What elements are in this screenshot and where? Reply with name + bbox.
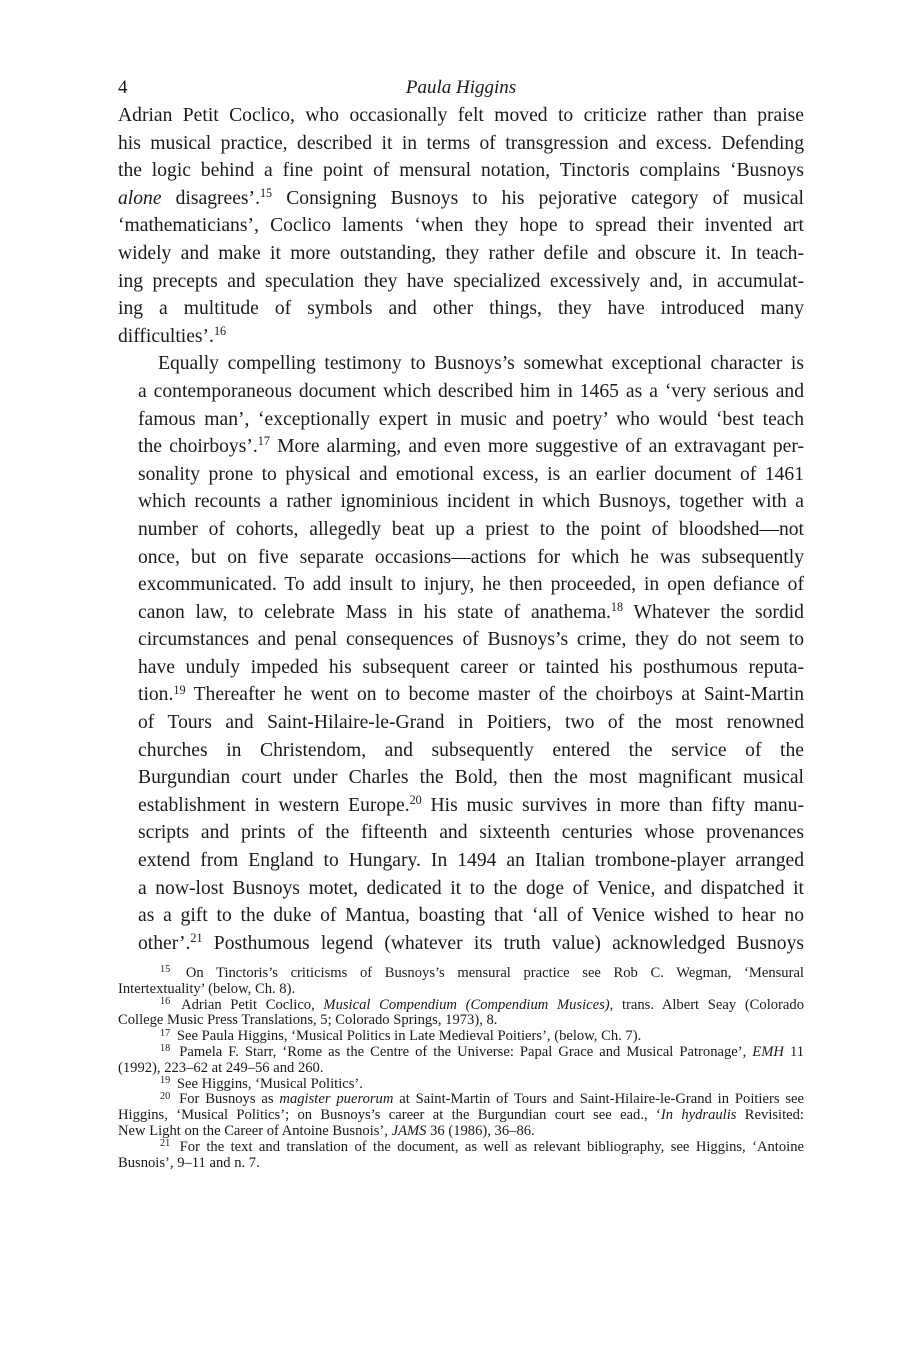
text-line: canon law, to celebrate Mass in his state of anathema.$^{18}$ Whatever the sordid [138, 600, 804, 623]
text-line: ing a multitude of symbols and other things, they have introduced many [118, 298, 804, 320]
running-head-author: Paula Higgins [405, 77, 517, 98]
footnote-ref-16[interactable]: 16 [213, 324, 227, 339]
text-line: the logic behind a fine point of mensural notation, Tinctoris complains ‘Busnoys [118, 160, 804, 182]
body-text [118, 102, 804, 957]
footnote-ref-20[interactable]: 20 [409, 793, 422, 808]
footnote-number: 19 [160, 1074, 171, 1086]
footnote-18: $^{18}$ Pamela F. Starr, ‘Rome as the Centre of the Universe: Papal Grace and Musical Patronage’, EMH 11 (1992), 223–62 at 249–56 and 260. [118, 1043, 804, 1076]
footnote-number: 18 [160, 1043, 171, 1055]
paragraph-1 [118, 102, 804, 350]
text-line: alone disagrees’.$^{15}$ Consigning Busnoys to his pejorative category of musical [118, 186, 804, 209]
text-line: sonality prone to physical and emotional excess, is an earlier document of 1461 [138, 463, 804, 485]
footnote-17: $^{17}$ See Paula Higgins, ‘Musical Politics in Late Medieval Poitiers’, (below, Ch. 7). [160, 1027, 642, 1045]
footnote-number: 16 [160, 996, 171, 1007]
text-line: Equally compelling testimony to Busnoys’s somewhat exceptional character is [158, 353, 804, 375]
text-line: have unduly impeded his subsequent career or tainted his posthumous reputa- [138, 656, 804, 678]
text-line: widely and make it more outstanding, they rather defile and obscure it. In teach- [118, 242, 804, 264]
text-line: his musical practice, described it in terms of transgression and excess. Defending [118, 132, 804, 154]
footnote-16: $^{16}$ Adrian Petit Coclico, Musical Compendium (Compendium Musices), trans. Albert Seay (Colorado College Music Press Translations, 5; Colorado Springs, 1973), 8. [118, 996, 804, 1029]
footnote-ref-15[interactable]: 15 [259, 186, 273, 201]
text-line: circumstances and penal consequences of Busnoys’s crime, they do not seem to [138, 629, 804, 651]
text-line: churches in Christendom, and subsequently entered the service of the [138, 739, 804, 761]
footnote-ref-19[interactable]: 19 [173, 682, 186, 697]
text-line: excommunicated. To add insult to injury, he then proceeded, in open defiance of [138, 574, 804, 596]
text-line: famous man’, ‘exceptionally expert in music and poetry’ who would ‘best teach [138, 408, 804, 430]
footnote-ref-21[interactable]: 21 [190, 931, 203, 946]
footnote-ref-18[interactable]: 18 [610, 600, 624, 615]
text-line: of Tours and Saint-Hilaire-le-Grand in Poitiers, two of the most renowned [138, 712, 804, 734]
text-line: once, but on five separate occasions—actions for which he was subsequently [138, 546, 804, 568]
footnote-number: 15 [160, 964, 171, 976]
text-line: a contemporaneous document which described him in 1465 as a ‘very serious and [138, 380, 804, 402]
text-line: tion.$^{19}$ Thereafter he went on to become master of the choirboys at Saint-Martin [138, 682, 804, 706]
text-line: a now-lost Busnoys motet, dedicated it to the doge of Venice, and dispatched it [138, 877, 804, 899]
text-line: ‘mathematicians’, Coclico laments ‘when they hope to spread their invented art [118, 215, 804, 237]
text-line: other’.$^{21}$ Posthumous legend (whatever its truth value) acknowledged Busnoys [138, 931, 804, 954]
footnote-number: 21 [160, 1138, 171, 1150]
footnotes [118, 966, 804, 1171]
footnote-15: $^{15}$ On Tinctoris’s criticisms of Busnoys’s mensural practice see Rob C. Wegman, ‘Mensural Intertextuality’ (below, Ch. 8). [118, 964, 804, 997]
footnote-number: 17 [160, 1027, 171, 1039]
footnote-19: $^{19}$ See Higgins, ‘Musical Politics’. [160, 1074, 363, 1092]
footnote-20: $^{20}$ For Busnoys as magister puerorum at Saint-Martin of Tours and Saint-Hilaire-le-Grand in Poitiers see Higgins, ‘Musical Politics’; on Busnoys’s career at the Burgundian court see ead., ‘In hydraulis Revisited: New Light on the Career of Antoine Busnois’, JAMS 36 (1986), 36–86. [118, 1090, 804, 1139]
text-line: Burgundian court under Charles the Bold, then the most magnificant musical [138, 767, 804, 789]
text-line: extend from England to Hungary. In 1494 an Italian trombone-player arranged [138, 850, 804, 872]
footnote-ref-17[interactable]: 17 [257, 434, 270, 449]
text-line: number of cohorts, allegedly beat up a priest to the point of bloodshed—not [138, 518, 804, 540]
text-line: the choirboys’.$^{17}$ More alarming, and even more suggestive of an extravagant per- [138, 434, 804, 458]
page-number: 4 [118, 77, 128, 98]
emphasis-alone: alone [118, 187, 162, 209]
running-head [118, 74, 804, 102]
text-line: establishment in western Europe.$^{20}$ His music survives in more than fifty manu- [138, 793, 804, 816]
text-line: as a gift to the duke of Mantua, boasting that ‘all of Venice wished to hear no [138, 905, 804, 927]
text-line: ing precepts and speculation they have specialized excessively and, in accumulat- [118, 270, 804, 292]
footnote-number: 20 [160, 1090, 171, 1102]
text-line: scripts and prints of the fifteenth and sixteenth centuries whose provenances [138, 822, 804, 844]
text-line: which recounts a rather ignominious incident in which Busnoys, together with a [138, 491, 804, 513]
text-line: Adrian Petit Coclico, who occasionally felt moved to criticize rather than praise [118, 105, 804, 126]
paragraph-2 [118, 350, 804, 957]
text-line: difficulties’.$^{16}$ [118, 324, 227, 347]
footnote-21: $^{21}$ For the text and translation of the document, as well as relevant bibliography, see Higgins, ‘Antoine Busnois’, 9–11 and n. 7. [118, 1138, 804, 1171]
page [118, 74, 804, 957]
